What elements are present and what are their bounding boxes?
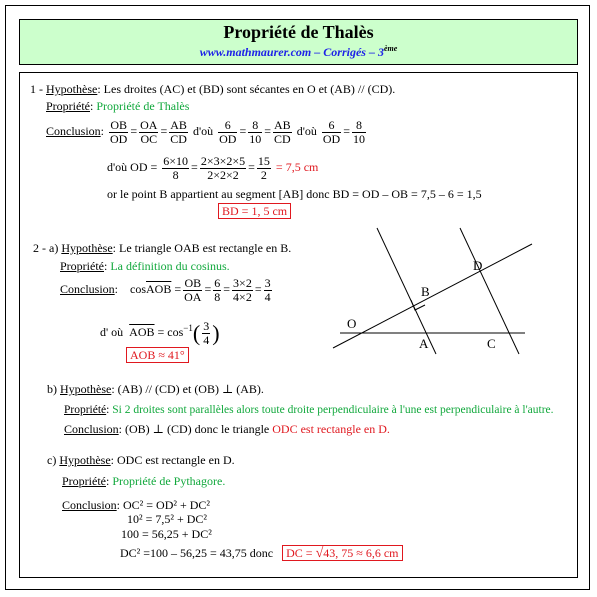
ex2b-concl-text: : (OB) ⊥ (CD) donc le triangle <box>118 422 273 436</box>
frac-6-8: $\frac{6}{8}$ <box>214 275 221 304</box>
ex2a-result-box <box>126 348 189 362</box>
ex2b-property: Propriété: Si 2 droites sont parallèles alors toute droite perpendiculaire à l'une est perpendiculaire à l'autre. <box>64 404 554 416</box>
ex2a-result: $\overline{AOB} \approx 41^\circ$ <box>126 347 189 363</box>
ex2b-prop-text: Si 2 droites sont parallèles alors toute droite perpendiculaire à l'une est perpendiculaire à l'autre. <box>112 404 554 416</box>
page-title: Propriété de Thalès <box>223 22 374 42</box>
frac-ob-oa: $\frac{OB}{OA}$ <box>184 275 202 304</box>
frac-ob-od: $\frac{OB}{OD}$ <box>110 117 128 146</box>
ex1-dou-2: d'où <box>296 124 317 138</box>
ex1-property: Propriété: Propriété de Thalès <box>46 99 190 113</box>
frac-6-od-2: $\frac{6}{OD}$ <box>322 117 341 146</box>
frac-3-4: $\frac{3}{4}$ <box>264 275 271 304</box>
frac-8-10: $\frac{8}{10}$ <box>249 117 262 146</box>
frac-ab-cd-2: $\frac{AB}{CD}$ <box>274 117 291 146</box>
ex2c-property: Propriété: Propriété de Pythagore. <box>62 474 226 488</box>
frac-8-10-2: $\frac{8}{10}$ <box>352 117 365 146</box>
subtitle-sup: ème <box>383 44 398 53</box>
ex2a-inv: −1 <box>183 323 193 333</box>
ex1-hyp-label: Hypothèse <box>46 82 98 96</box>
ex2b-conclusion <box>64 422 390 436</box>
frac-3-4-b: $\frac{3}{4}$ <box>203 318 210 347</box>
frac-ab-cd: $\frac{AB}{CD}$ <box>170 117 187 146</box>
ex2a-cos: cos <box>130 282 147 296</box>
frac-3x2-4x2: $\frac{3\times 2}{4\times 2}$ <box>233 275 252 304</box>
label-b: B <box>421 284 430 299</box>
ex2a-concl-label: Conclusion <box>60 282 115 296</box>
ex1-od-result: = 7,5 cm <box>275 160 319 174</box>
ex2a-prop-label: Propriété <box>60 259 104 273</box>
frac-6-od: $\frac{6}{OD}$ <box>219 117 237 146</box>
ex2a-hyp-label: Hypothèse <box>61 241 113 255</box>
thales-figure <box>320 222 550 357</box>
ex1-prop-label: Propriété <box>46 99 90 113</box>
ex1-od-calc: d'où OD = $\frac{6\times 10}{8}$ = $\frac{2\times 3\times 2\times 5}{2\times 2\times 2}$ = $\frac{15}{2}$ = 7,5 cm <box>107 153 319 182</box>
ex2c-line-2: 10² = 7,5² + DC² <box>127 512 207 526</box>
ex2a-arccos: d' où $\overline{AOB} = \cos^{-1}$( $\frac{3}{4}$ ) <box>100 318 220 347</box>
ex2a-hyp-text: : Le triangle OAB est rectangle en B. <box>112 241 292 255</box>
ex2c-line-3: 100 = 56,25 + DC² <box>121 527 212 541</box>
ex2a-conclusion: Conclusion: $\cos\overline{AOB}$ = $\frac{OB}{OA}$ = $\frac{6}{8}$ = $\frac{3\times 2}{4\times 2}$ = $\frac{3}{4}$ <box>60 275 271 304</box>
ex1-dou-3: d'où OD = <box>107 160 158 174</box>
ex2b-hyp-label: Hypothèse <box>60 382 112 396</box>
ex1-concl-label: Conclusion <box>46 124 101 138</box>
ex2c-line-4 <box>120 546 403 561</box>
frac-oa-oc: $\frac{OA}{OC}$ <box>140 117 158 146</box>
ex1-conclusion: Conclusion: $\frac{OB}{OD}$ = $\frac{OA}{OC}$ = $\frac{AB}{CD}$ d'où $\frac{6}{OD}$ = $\frac{8}{10}$ = $\frac{AB}{CD}$ d'où $\frac{6}{OD}$ = $\frac{8}{10}$ <box>46 117 365 146</box>
ex2b-concl-label: Conclusion <box>64 422 119 436</box>
ex2a-angle: $\overline{AOB}$ <box>146 282 172 296</box>
frac-15-2: $\frac{15}{2}$ <box>257 153 270 182</box>
subtitle-text: – Corrigés – 3 <box>311 45 384 59</box>
ex2c-hyp-text: : ODC est rectangle en D. <box>110 453 235 467</box>
ex2a-angle-2: $\overline{AOB}$ <box>129 325 155 339</box>
ex2c-prop-label: Propriété <box>62 474 106 488</box>
page-subtitle <box>20 44 577 60</box>
ex1-hypothesis <box>30 82 395 96</box>
ex2a-number: 2 - a) <box>33 241 62 255</box>
ex1-dou-1: d'où <box>192 124 214 138</box>
ex2b-hyp-text: : (AB) // (CD) et (OB) ⊥ (AB). <box>111 382 264 396</box>
label-a: A <box>419 336 429 351</box>
ex2b-concl-red: ODC est rectangle en D. <box>272 422 390 436</box>
ex2c-hyp-label: Hypothèse <box>59 453 111 467</box>
ex1-result: BD = 1, 5 cm <box>218 203 291 219</box>
frac-simplify: $\frac{2\times 3\times 2\times 5}{2\times 2\times 2}$ <box>200 153 246 182</box>
ex2c-conclusion <box>62 498 210 512</box>
label-o: O <box>347 316 357 331</box>
ex1-result-box <box>218 204 291 218</box>
ex2a-prop-text: La définition du cosinus. <box>110 259 230 273</box>
ex2b-hypothesis <box>47 382 264 396</box>
ex1-bd-line: or le point B appartient au segment [AB] donc BD = OD – OB = 7,5 – 6 = 1,5 <box>107 187 482 201</box>
ex2c-line-1: : OC² = OD² + DC² <box>116 498 211 512</box>
ex2c-concl-label: Conclusion <box>62 498 117 512</box>
ex2c-number: c) <box>47 453 60 467</box>
ex2b-number: b) <box>47 382 60 396</box>
label-c: C <box>487 336 496 351</box>
ex2c-result-box: DC = √43, 75 ≈ 6,6 cm <box>282 545 402 561</box>
ex1-prop-text: Propriété de Thalès <box>96 99 190 113</box>
site-url[interactable]: www.mathmaurer.com <box>199 45 312 59</box>
ex2c-l4-text: DC² =100 – 56,25 = 43,75 donc <box>120 546 274 560</box>
ex2c-hypothesis <box>47 453 235 467</box>
label-d: D <box>473 258 483 273</box>
ex1-hyp-text: : Les droites (AC) et (BD) sont sécantes en O et (AB) // (CD). <box>97 82 396 96</box>
ex2c-prop-text: Propriété de Pythagore. <box>112 474 226 488</box>
ex1-number: 1 - <box>30 82 46 96</box>
ex2a-hypothesis <box>33 241 291 255</box>
ex2a-dou: d' où <box>100 325 124 339</box>
line-ob-d <box>333 244 532 348</box>
ex2a-property: Propriété: La définition du cosinus. <box>60 259 230 273</box>
ex2b-prop-label: Propriété <box>64 404 107 416</box>
frac-6x10-8: $\frac{6\times 10}{8}$ <box>163 153 189 182</box>
header-banner <box>19 19 578 65</box>
ex2a-cosinv: = cos <box>157 325 184 339</box>
